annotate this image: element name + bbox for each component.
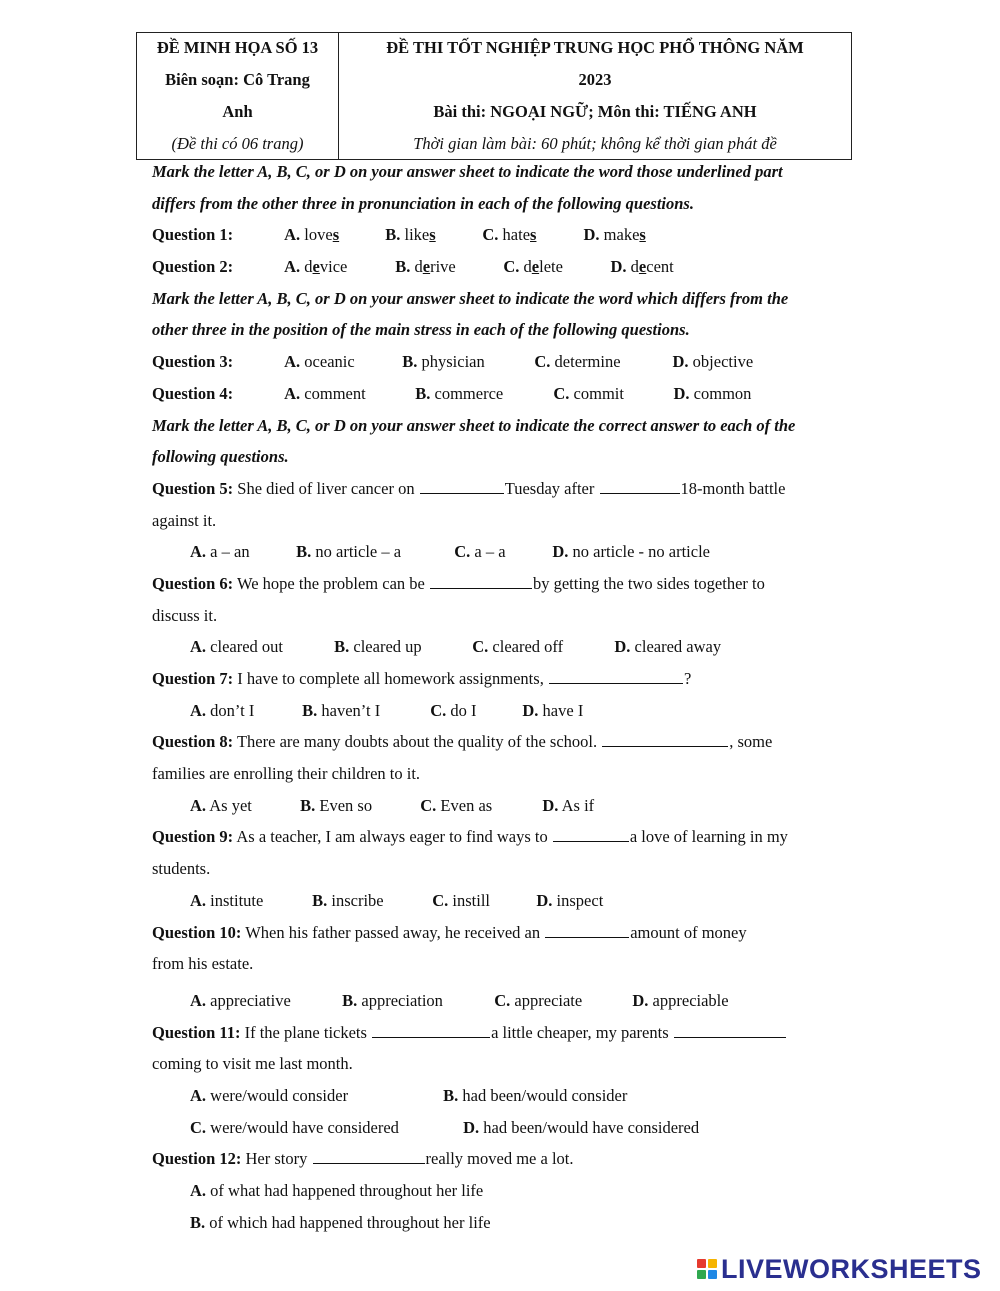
option-c[interactable]: C. appreciate: [494, 990, 583, 1010]
exam-year: 2023: [578, 70, 612, 89]
option-b[interactable]: B. commerce: [415, 383, 504, 403]
answer-blank[interactable]: [313, 1149, 425, 1164]
option-a[interactable]: A. As yet: [190, 795, 252, 815]
question-8-options: [152, 790, 882, 822]
question-label: Question 11:: [152, 1022, 241, 1042]
question-8: [152, 726, 882, 758]
question-text: really moved me a lot.: [425, 1149, 574, 1169]
option-a[interactable]: A. comment: [284, 383, 366, 403]
question-5: [152, 473, 882, 505]
option-c[interactable]: C. instill: [432, 890, 491, 910]
question-10-continued: from his estate.: [152, 954, 254, 974]
question-label: Question 1:: [152, 225, 234, 245]
question-6-options: [152, 631, 882, 663]
question-text: She died of liver cancer on: [237, 478, 415, 498]
page-count-note: (Đề thi có 06 trang): [171, 134, 304, 153]
question-6: [152, 568, 882, 600]
header-left-cell: [137, 33, 339, 159]
question-10: [152, 917, 882, 949]
answer-blank[interactable]: [430, 574, 532, 589]
question-label: Question 6:: [152, 573, 234, 593]
question-label: Question 8:: [152, 732, 234, 752]
option-d[interactable]: D. makes: [583, 225, 646, 245]
option-a[interactable]: A. cleared out: [190, 637, 284, 657]
question-11-options-row-1: [152, 1080, 882, 1112]
question-text: amount of money: [630, 922, 747, 942]
question-12-option-a[interactable]: A. of what had happened throughout her life: [190, 1181, 484, 1200]
option-b[interactable]: B. inscribe: [312, 890, 384, 910]
question-label: Question 10:: [152, 922, 242, 942]
liveworksheets-logo-icon: [697, 1259, 717, 1279]
option-b[interactable]: B. appreciation: [342, 990, 443, 1010]
option-c[interactable]: C. do I: [430, 700, 477, 720]
question-label: Question 4:: [152, 383, 234, 403]
liveworksheets-logo[interactable]: [697, 1253, 982, 1285]
exam-code: ĐỀ MINH HỌA SỐ 13: [156, 38, 319, 57]
question-label: Question 5:: [152, 478, 234, 498]
author-line-1: Biên soạn: Cô Trang: [165, 70, 310, 89]
question-text: When his father passed away, he received an: [245, 922, 541, 942]
question-text: Her story: [245, 1149, 308, 1169]
option-a[interactable]: A. a – an: [190, 542, 250, 562]
option-d[interactable]: D. no article - no article: [552, 542, 710, 562]
answer-blank[interactable]: [545, 923, 629, 938]
question-12: [152, 1143, 882, 1175]
option-d[interactable]: D. As if: [542, 795, 595, 815]
question-1: [152, 219, 882, 251]
answer-blank[interactable]: [372, 1023, 490, 1038]
question-2: [152, 251, 882, 283]
option-b[interactable]: B. likes: [385, 225, 436, 245]
author-line-2: Anh: [222, 102, 253, 121]
question-12-option-b[interactable]: B. of which had happened throughout her life: [190, 1212, 491, 1232]
option-b[interactable]: B. cleared up: [334, 637, 422, 657]
question-text: a love of learning in my: [629, 827, 788, 847]
question-11: [152, 1017, 882, 1049]
question-4: [152, 378, 882, 410]
option-d[interactable]: D. objective: [672, 352, 754, 372]
answer-blank[interactable]: [553, 827, 629, 842]
option-a[interactable]: A. institute: [190, 890, 264, 910]
option-c[interactable]: C. were/would have considered: [190, 1117, 399, 1137]
question-5-continued: against it.: [152, 510, 217, 530]
pronunciation-instruction-2: differs from the other three in pronunciation in each of the following questions.: [152, 193, 694, 213]
option-a[interactable]: A. don’t I: [190, 700, 255, 720]
option-c[interactable]: C. commit: [553, 383, 624, 403]
question-label: Question 9:: [152, 827, 234, 847]
liveworksheets-logo-text: LIVEWORKSHEETS: [721, 1253, 982, 1284]
option-c[interactable]: C. a – a: [454, 542, 506, 562]
option-d[interactable]: D. inspect: [536, 890, 604, 910]
exam-duration: Thời gian làm bài: 60 phút; không kể thời gian phát đề: [413, 134, 777, 153]
exam-header-table: [136, 32, 852, 160]
option-d[interactable]: D. common: [673, 383, 752, 403]
stress-instruction-1: Mark the letter A, B, C, or D on your answer sheet to indicate the word which differs from the: [152, 288, 789, 308]
option-a[interactable]: A. loves: [284, 225, 340, 245]
option-d[interactable]: D. cleared away: [614, 637, 722, 657]
exam-title: ĐỀ THI TỐT NGHIỆP TRUNG HỌC PHỔ THÔNG NĂM: [386, 38, 804, 57]
question-label: Question 2:: [152, 257, 234, 277]
answer-blank[interactable]: [549, 669, 683, 684]
question-6-continued: discuss it.: [152, 605, 218, 625]
option-d[interactable]: D. had been/would have considered: [463, 1117, 700, 1137]
option-d[interactable]: D. appreciable: [632, 990, 729, 1010]
option-a[interactable]: A. appreciative: [190, 990, 291, 1010]
question-7-options: [152, 695, 882, 727]
question-text: We hope the problem can be: [236, 573, 425, 593]
question-10-options: [152, 985, 882, 1017]
question-text: As a teacher, I am always eager to find ways to: [236, 827, 548, 847]
header-right-cell: [339, 33, 851, 159]
question-text: a little cheaper, my parents: [491, 1022, 669, 1042]
option-b[interactable]: B. haven’t I: [302, 700, 381, 720]
question-text: 18-month battle: [680, 478, 786, 498]
pronunciation-instruction-1: Mark the letter A, B, C, or D on your answer sheet to indicate the word those underlined part: [152, 162, 783, 181]
question-5-options: [152, 536, 882, 568]
option-b[interactable]: B. physician: [402, 352, 485, 372]
option-d[interactable]: D. decent: [610, 257, 674, 277]
correct-answer-instruction-2: following questions.: [152, 447, 289, 467]
answer-blank[interactable]: [420, 479, 504, 494]
question-9: [152, 821, 882, 853]
option-c[interactable]: C. delete: [503, 257, 563, 277]
option-a[interactable]: A. oceanic: [284, 352, 355, 372]
option-c[interactable]: C. Even as: [420, 795, 493, 815]
question-11-continued: coming to visit me last month.: [152, 1054, 353, 1074]
question-text: There are many doubts about the quality of the school.: [236, 732, 598, 752]
question-label: Question 7:: [152, 669, 234, 688]
answer-blank[interactable]: [600, 479, 680, 494]
answer-blank[interactable]: [674, 1023, 786, 1038]
option-b[interactable]: B. no article – a: [296, 542, 402, 562]
question-text: by getting the two sides together to: [532, 573, 765, 593]
option-b[interactable]: B. had been/would consider: [443, 1085, 628, 1105]
exam-subject: Bài thi: NGOẠI NGỮ; Môn thi: TIẾNG ANH: [433, 102, 757, 121]
question-9-continued: students.: [152, 859, 211, 879]
option-b[interactable]: B. Even so: [300, 795, 373, 815]
option-a[interactable]: A. device: [284, 257, 348, 277]
question-11-options-row-2: [152, 1112, 882, 1144]
question-text: Tuesday after: [504, 478, 595, 498]
question-text: , some: [729, 732, 773, 752]
answer-blank[interactable]: [602, 732, 728, 747]
option-c[interactable]: C. determine: [534, 352, 621, 372]
correct-answer-instruction-1: Mark the letter A, B, C, or D on your answer sheet to indicate the correct answer to each of the: [152, 415, 796, 435]
option-c[interactable]: C. cleared off: [472, 637, 564, 657]
option-b[interactable]: B. derive: [395, 257, 456, 277]
question-text: I have to complete all homework assignments,: [237, 669, 544, 688]
option-a[interactable]: A. were/would consider: [190, 1085, 349, 1105]
stress-instruction-2: other three in the position of the main stress in each of the following questions.: [152, 320, 690, 340]
question-3: [152, 346, 882, 378]
option-c[interactable]: C. hates: [482, 225, 537, 245]
option-d[interactable]: D. have I: [522, 700, 584, 720]
question-7: [152, 663, 882, 695]
question-text: ?: [683, 669, 692, 688]
question-8-continued: families are enrolling their children to it.: [152, 764, 421, 784]
question-9-options: [152, 885, 882, 917]
exam-content: [152, 156, 882, 1238]
question-label: Question 3:: [152, 352, 234, 372]
question-label: Question 12:: [152, 1149, 242, 1169]
question-text: If the plane tickets: [244, 1022, 367, 1042]
